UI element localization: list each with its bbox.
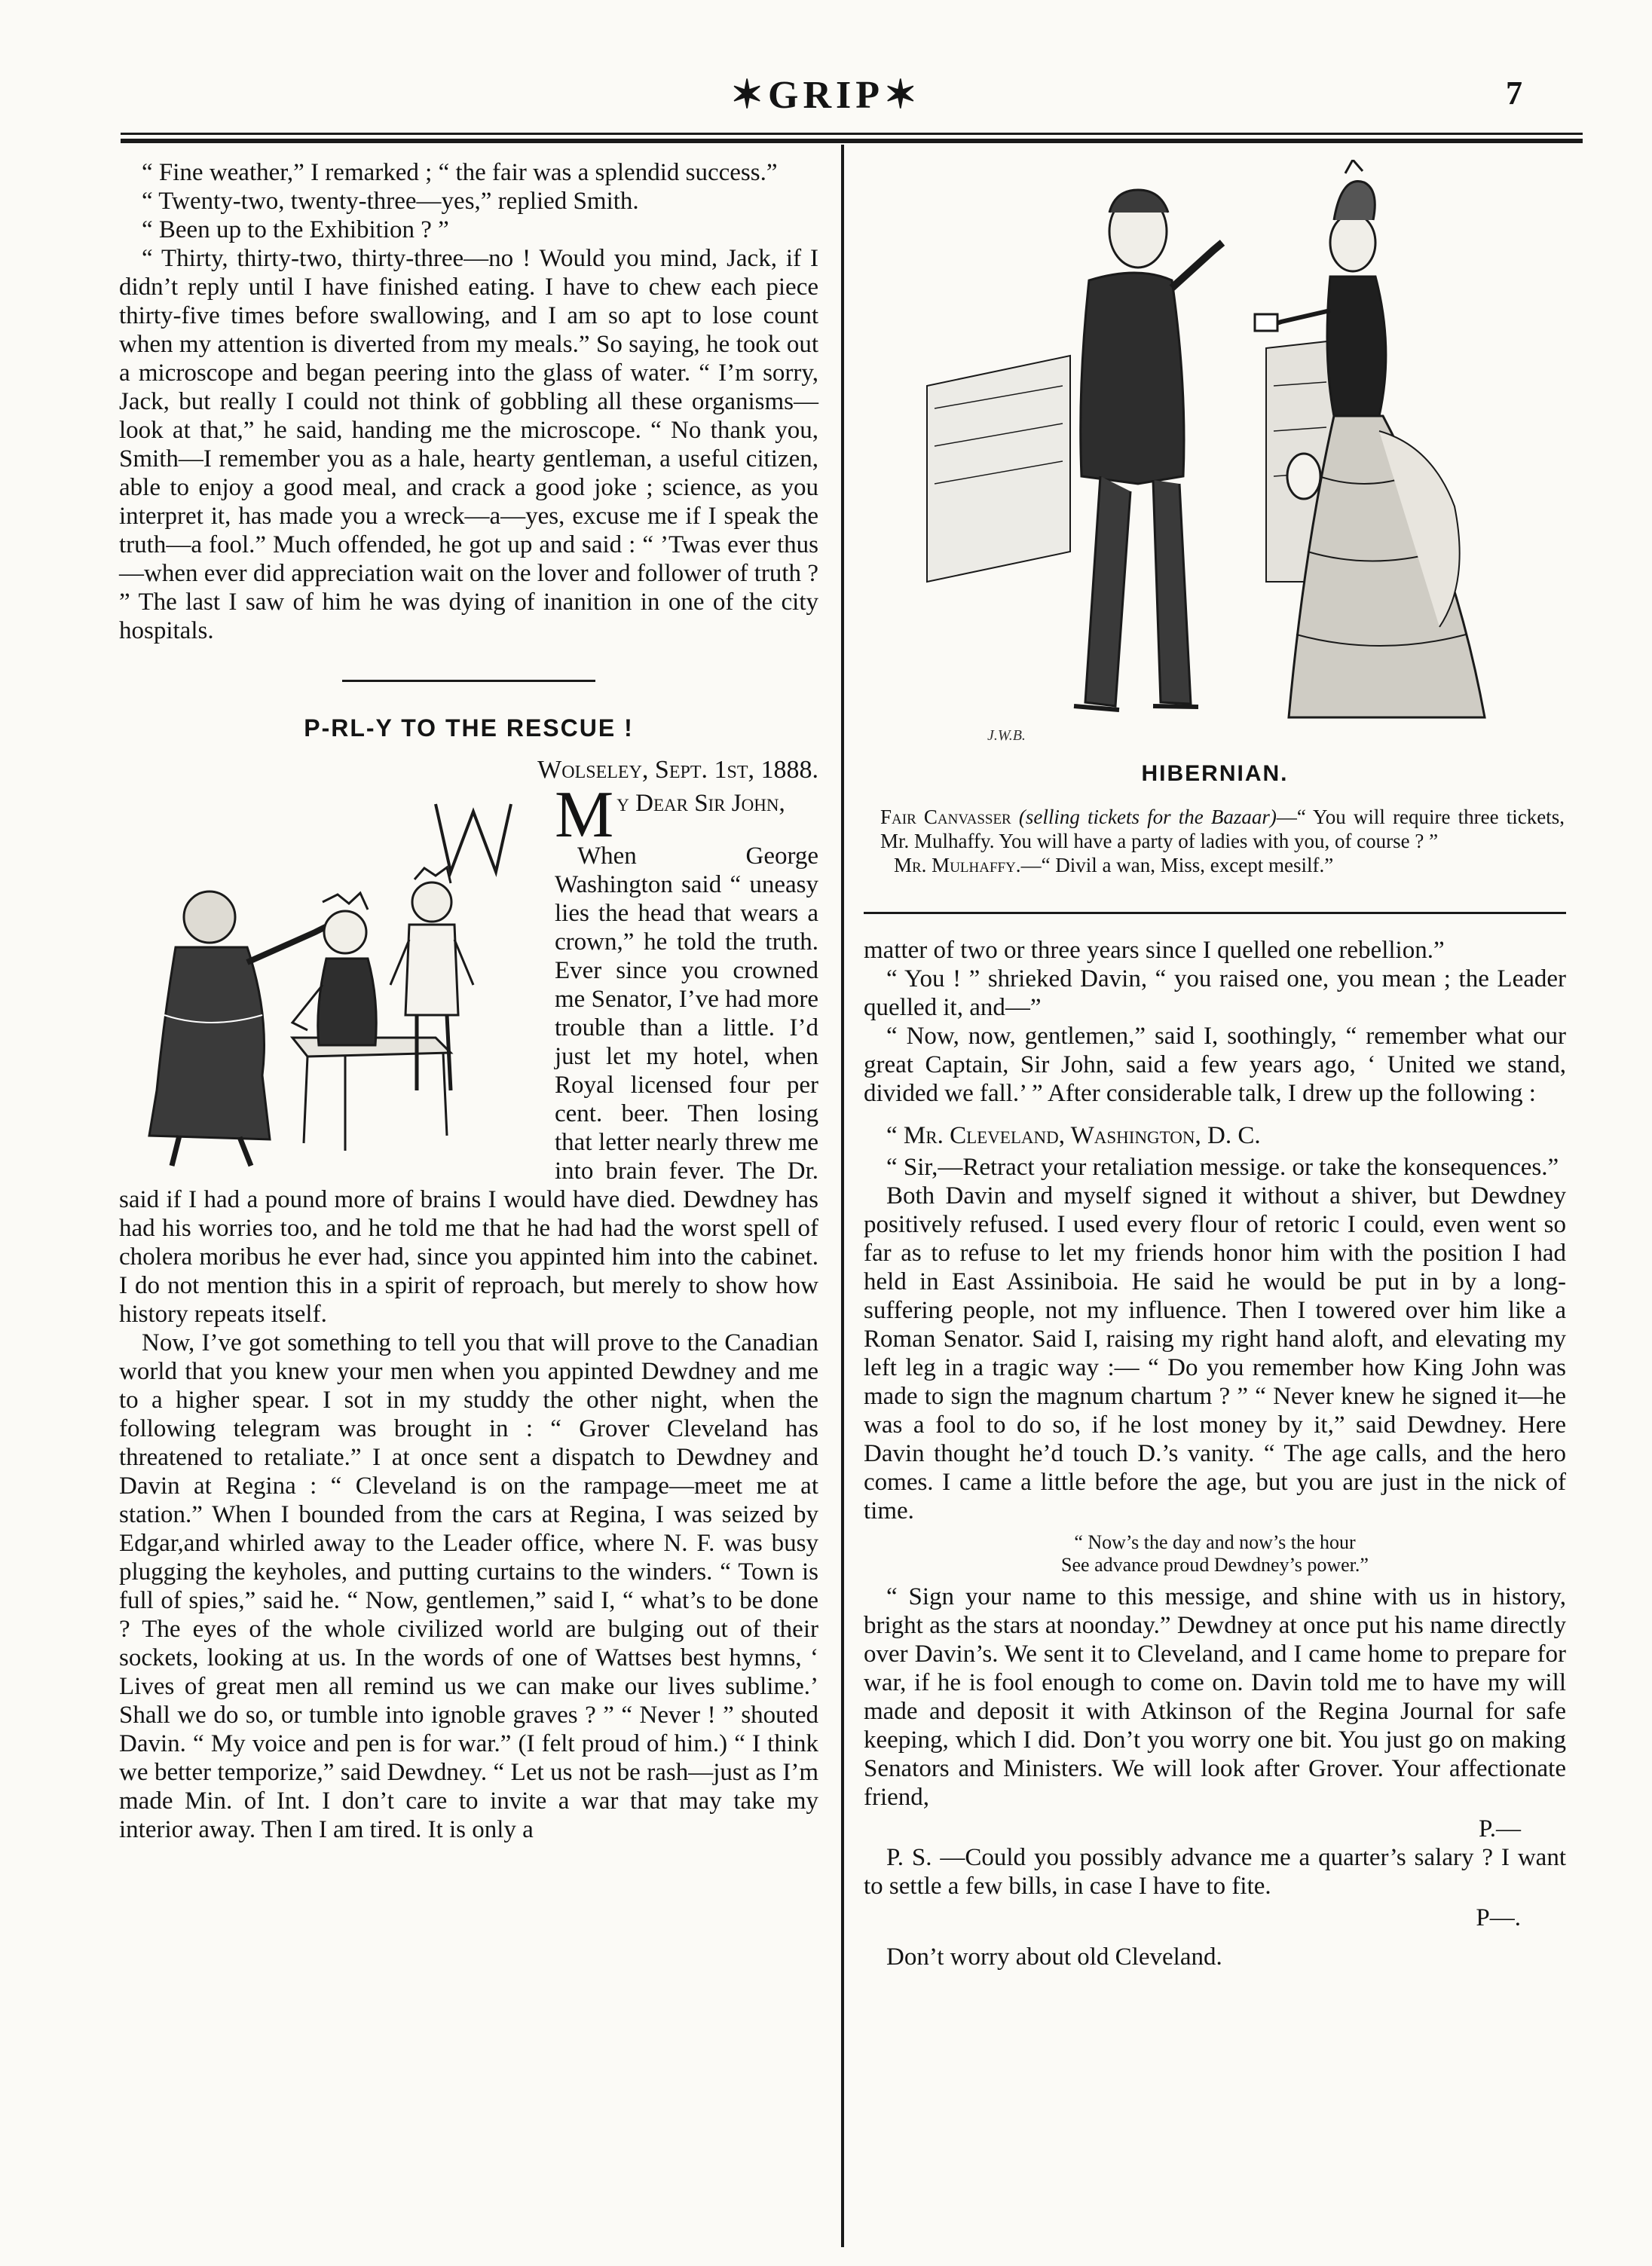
paragraph: “ Sir,—Retract your retaliation messige. or take the konsequences.” (886, 1154, 1559, 1181)
paragraph: “ Thirty, thirty-two, thirty-three—no ! Would you mind, Jack, if I didn’t reply until I have finished eating. I have to chew each piece thirty-five times before swallowing, and I am so apt to lose count when my attention is diverted from my meals.” So saying, he took out a microscope and began peering into the glass of water. “ I’m sorry, Jack, but really I could not think of gobbling all these organisms—look at that,” he said, handing me the microscope. “ No thank you, Smith—I remember you as a hale, hearty gentleman, a useful citizen, able to enjoy a good meal, and crack a good joke ; science, as you interpret it, has made you a wreck—a—yes, excuse me if I speak the truth—a fool.” Much offended, he got up and said : “ ’Twas ever thus—when ever did appreciation wait on the lover and follower of truth ? ” The last I saw of him he was dying of inanition in one of the city hospitals. (119, 245, 818, 644)
postscript: P. S. —Could you possibly advance me a quarter’s salary ? I want to settle a few bills, in case I have to fite. (864, 1844, 1566, 1900)
header-rule-top (121, 133, 1583, 135)
drop-cap: M (555, 778, 614, 852)
paragraph: “ Fine weather,” I remarked ; “ the fair was a splendid success.” (142, 159, 778, 186)
caption-speaker-1: Fair Canvasser (880, 806, 1011, 828)
verse-line: “ Now’s the day and now’s the hour (1074, 1531, 1356, 1553)
column-divider (841, 145, 844, 2247)
verse-line: See advance proud Dewdney’s power.” (1061, 1554, 1369, 1576)
telegram-address: “ Mr. Cleveland, Washington, D. C. (886, 1122, 1261, 1149)
caption-speaker-2: Mr. Mulhaffy. (894, 854, 1021, 876)
caption-speech-1: —“ You will require three tickets, Mr. Mulhaffy. You will have a party of ladies with you, of course ? ” (880, 806, 1565, 852)
hibernian-cartoon (912, 160, 1515, 755)
caption-stage-direction: (selling tickets for the Bazaar) (1018, 806, 1277, 828)
paragraph: “ Sign your name to this messige, and shine with us in history, bright as the stars at noonday.” Dewdney at once put his name directly over Davin’s. We sent it to Cleveland, and I came home to prepare for war, if he is fool enough to come on. Davin told me to have my will made and deposit it with Atkinson of the Regina Journal for safe keeping, which I did. Don’t you worry one bit. You just go on making Senators and Ministers. We will look after Grover. Your affectionate friend, (864, 1583, 1566, 1811)
caption-speech-2: —“ Divil a wan, Miss, except mesilf.” (1020, 854, 1334, 876)
paragraph: “ Twenty-two, twenty-three—yes,” replied Smith. (142, 188, 639, 215)
paragraph: When George Washington said “ uneasy lies the head that wears a crown,” he told the truth. Ever since you crowned me Senator, I’ve had more trouble than a little. I’d just let my hotel, when Royal licensed four per cent. beer. Then losing that letter nearly threw me into brain fever. The Dr. said if I had a pound more of brains I would have died. Dewdney has had his worries too, and he told me that he had had the worst spell of cholera moribus he ever had, since you appinted him into the cabinet. I do not mention this in a spirit of reproach, but merely to show how history repeats itself. (119, 842, 818, 1328)
inset-illustration (119, 789, 541, 1173)
paragraph: “ Now, now, gentlemen,” said I, soothingly, “ remember what our great Captain, Sir John, said a few years ago, ‘ United we stand, divided we fall.’ ” After considerable talk, I drew up the following : (864, 1023, 1566, 1107)
header-rule-bottom (121, 139, 1583, 143)
section-separator (864, 912, 1566, 914)
right-column (864, 936, 1566, 1971)
artist-mark: J.W.B. (987, 727, 1026, 744)
verse-quote (864, 1531, 1566, 1576)
masthead: ✶GRIP✶ (730, 74, 922, 117)
cartoon-title: HIBERNIAN. (1141, 761, 1289, 786)
paragraph: Both Davin and myself signed it without a shiver, but Dewdney positively refused. I used every flour of retoric I could, even went so far as to refuse to let my friends honor him with the position I had held in East Assiniboia. He said he would be put in by a long-suffering people, not my influence. Then I towered over him like a Roman Senator. Said I, raising my right hand aloft, and elevating my left leg in a tragic way :— “ Do you remember how King John was made to sign the magnum chartum ? ” “ Never knew he signed it—he was a fool to do so, if he lost money by it,” said Dewdney. Here Davin thought he’d touch D.’s vanity. “ The age calls, and the hero comes. I came a little before the age, but you are just in the nick of time. (864, 1182, 1566, 1524)
dateline: Wolseley, Sept. 1st, 1888. (537, 756, 818, 784)
section-separator (342, 680, 595, 682)
paragraph: Now, I’ve got something to tell you that will prove to the Canadian world that you knew your men when you appinted Dewdney and me to a higher spear. I sot in my studdy the other night, when the following telegram was brought in : “ Grover Cleveland has threatened to retaliate.” I at once sent a dispatch to Dewdney and Davin at Regina : “ Cleveland is on the rampage—meet me at station.” When I bounded from the cars at Regina, I was seized by Edgar,and whirled away to the Leader office, where N. F. was busy plugging the keyholes, and putting curtains to the winders. “ Town is full of spies,” said he. “ Now, gentlemen,” said I, “ what’s to be done ? The eyes of the whole civilized world are bulging out of their sockets, looking at us. In the words of one of Wattses best hymns, ‘ Lives of great men all remind us we can make our lives sublime.’ Shall we do so, or tumble into ignoble graves ? ” “ Never ! ” shouted Davin. “ My voice and pen is for war.” (I felt proud of him.) “ I think we better temporize,” said Dewdney. “ Let us not be rash—just as I’m made Min. of Int. I don’t care to invite a war that may take my interior away. Then I am tired. It is only a (119, 1329, 818, 1843)
paragraph: matter of two or three years since I quelled one rebellion.” (864, 937, 1445, 964)
paragraph: “ You ! ” shrieked Davin, “ you raised one, you mean ; the Leader quelled it, and—” (864, 965, 1566, 1021)
signature: P—. (1476, 1904, 1521, 1931)
article-title: P-RL-Y TO THE RESCUE ! (304, 714, 634, 742)
caption-line-2 (880, 853, 1565, 877)
final-line: Don’t worry about old Cleveland. (886, 1943, 1222, 1971)
cartoon-caption (880, 805, 1565, 877)
paragraph: “ Been up to the Exhibition ? ” (142, 216, 449, 243)
left-column (119, 158, 818, 1844)
caption-line-1 (880, 805, 1565, 853)
signature: P.— (1479, 1815, 1521, 1842)
salutation: y Dear Sir John, (616, 790, 785, 817)
page-number: 7 (1506, 75, 1522, 112)
